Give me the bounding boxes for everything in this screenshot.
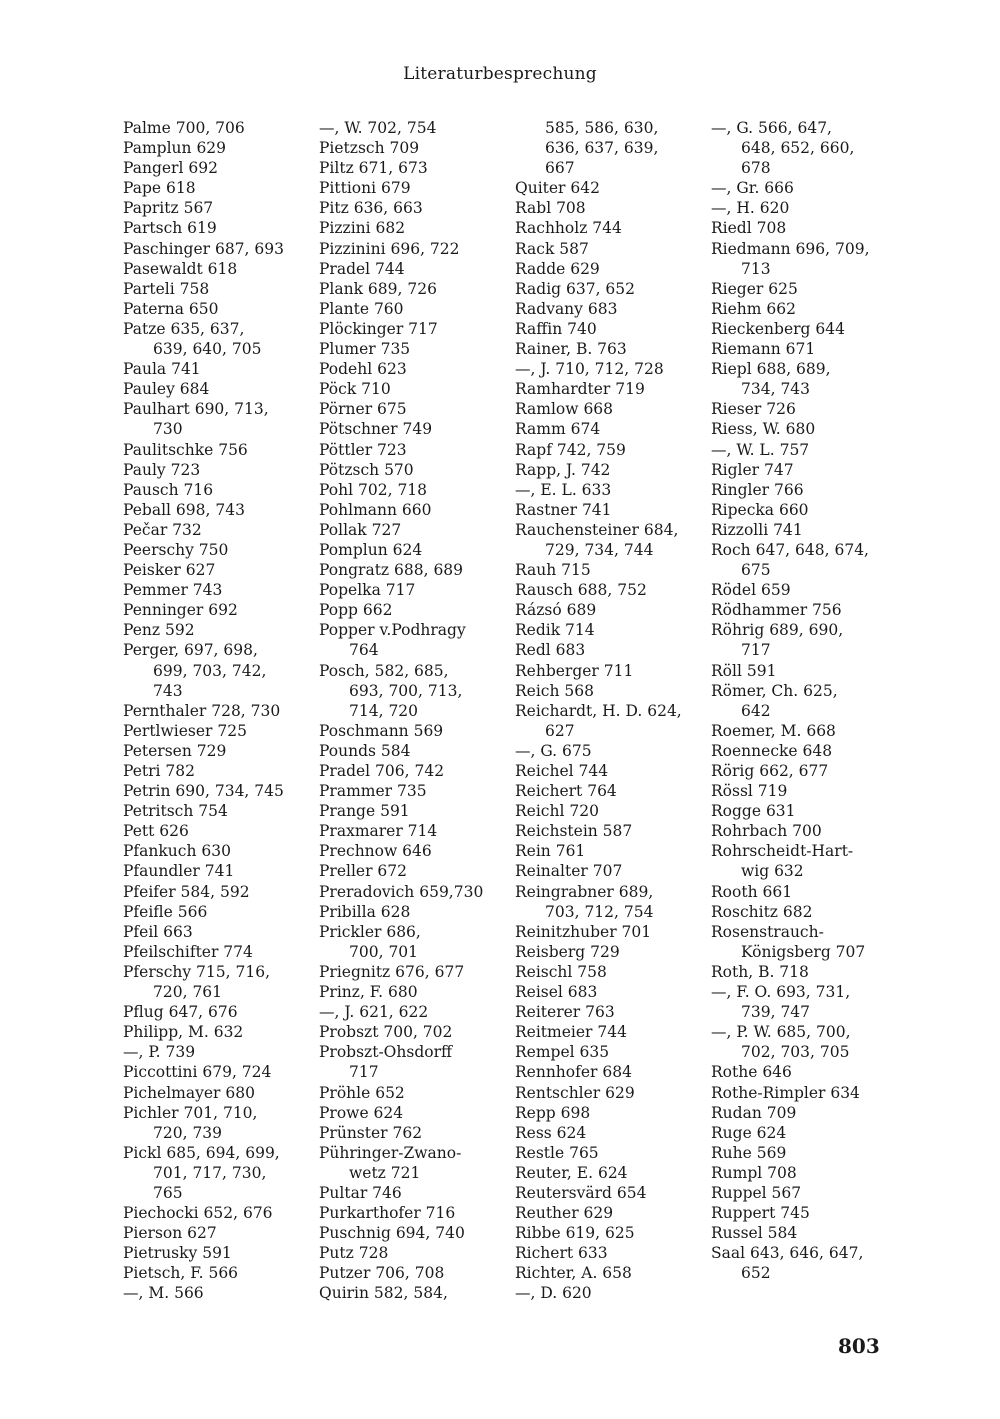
index-entry: Pečar 732	[123, 520, 202, 539]
index-entry-continuation: 699, 703, 742,	[153, 661, 267, 680]
index-entry: Pausch 716	[123, 480, 214, 499]
index-entry: —, W. L. 757	[711, 440, 810, 459]
index-entry: Ribbe 619, 625	[515, 1224, 635, 1243]
index-entry: Redik 714	[515, 621, 595, 640]
index-entry: Pounds 584	[319, 741, 411, 760]
index-entry-continuation: 720, 761	[153, 983, 223, 1002]
index-entry: Rohrscheidt-Hart-	[711, 842, 854, 861]
index-entry: —, F. O. 693, 731,	[711, 983, 851, 1002]
index-entry: Prünster 762	[319, 1123, 423, 1142]
index-entry: Palme 700, 706	[123, 119, 245, 137]
index-entry: Pangerl 692	[123, 159, 218, 178]
index-entry: Rempel 635	[515, 1043, 610, 1062]
index-entry: —, G. 675	[515, 741, 592, 760]
index-entry: —, D. 620	[515, 1284, 592, 1303]
index-entry-continuation: 636, 637, 639,	[545, 139, 659, 158]
index-entry: Pohl 702, 718	[319, 480, 428, 499]
index-entry: Rieckenberg 644	[711, 319, 845, 338]
index-entry: Pickl 685, 694, 699,	[123, 1143, 280, 1162]
index-entry: Poschmann 569	[319, 721, 444, 740]
index-entry: Reinitzhuber 701	[515, 922, 652, 941]
index-entry: Ramlow 668	[515, 400, 614, 419]
index-entry: Pollak 727	[319, 520, 402, 539]
index-entry: Ripecka 660	[711, 500, 809, 519]
index-entry: Reutersvärd 654	[515, 1183, 647, 1202]
index-entry: Pizzini 682	[319, 219, 406, 238]
index-entry-continuation: 730	[153, 420, 183, 439]
index-entry: Paschinger 687, 693	[123, 239, 284, 258]
index-entry: Pernthaler 728, 730	[123, 701, 281, 720]
index-entry: Pultar 746	[319, 1183, 402, 1202]
index-entry: Quirin 582, 584,	[319, 1284, 448, 1303]
index-entry: Rieger 625	[711, 279, 798, 298]
index-entry: Pfeifer 584, 592	[123, 882, 250, 901]
index-entry: Petrin 690, 734, 745	[123, 782, 284, 801]
index-entry: Riehm 662	[711, 299, 796, 318]
index-entry: Reichstein 587	[515, 822, 633, 841]
index-entry: Pape 618	[123, 179, 196, 198]
index-entry: Pichelmayer 680	[123, 1083, 255, 1102]
index-entry-continuation: 701, 717, 730,	[153, 1163, 267, 1182]
index-entry: Posch, 582, 685,	[319, 661, 449, 680]
index-entry: Radvany 683	[515, 299, 618, 318]
index-entry: Rastner 741	[515, 500, 612, 519]
index-entry: Petersen 729	[123, 741, 227, 760]
index-entry: Pamplun 629	[123, 139, 227, 158]
index-entry: Reisel 683	[515, 983, 598, 1002]
index-entry-continuation: 652	[741, 1264, 771, 1283]
index-entry: Piltz 671, 673	[319, 159, 428, 178]
index-entry: Rauchensteiner 684,	[515, 520, 679, 539]
index-entry: Ruppel 567	[711, 1183, 802, 1202]
index-entry: Roch 647, 648, 674,	[711, 540, 869, 559]
index-entry-continuation: 713	[741, 259, 771, 278]
index-entry: Rössl 719	[711, 782, 788, 801]
page-header: Literaturbesprechung	[403, 64, 597, 84]
index-entry: Pfankuch 630	[123, 842, 231, 861]
index-entry: Preller 672	[319, 862, 408, 881]
index-entry: Plank 689, 726	[319, 279, 437, 298]
index-entry: Prange 591	[319, 802, 410, 821]
index-entry: Pemmer 743	[123, 581, 223, 600]
index-entry: Penz 592	[123, 621, 195, 640]
index-entry-continuation: 700, 701	[349, 942, 419, 961]
index-entry-continuation: 639, 640, 705	[153, 340, 262, 359]
index-entry: Rosenstrauch-	[711, 922, 824, 941]
index-entry: Parteli 758	[123, 279, 210, 298]
index-entry: Reiterer 763	[515, 1003, 615, 1022]
index-entry: Partsch 619	[123, 219, 217, 238]
index-entry-continuation: 678	[741, 159, 771, 178]
index-entry-continuation: wetz 721	[349, 1163, 421, 1182]
index-entry: Patze 635, 637,	[123, 319, 245, 338]
index-entry: —, P. W. 685, 700,	[711, 1023, 851, 1042]
index-entry-continuation: 667	[545, 159, 575, 178]
index-entry: Pasewaldt 618	[123, 259, 238, 278]
index-entry: Rothe-Rimpler 634	[711, 1083, 860, 1102]
index-entry: Reuter, E. 624	[515, 1163, 628, 1182]
index-entry: Probszt 700, 702	[319, 1023, 453, 1042]
index-entry: Riedl 708	[711, 219, 787, 238]
index-entry: Pöttler 723	[319, 440, 407, 459]
index-column-1	[123, 118, 303, 1304]
index-entry: Pühringer-Zwano-	[319, 1143, 462, 1162]
index-entry: Repp 698	[515, 1103, 591, 1122]
index-entry: Roth, B. 718	[711, 962, 809, 981]
index-entry: —, Gr. 666	[711, 179, 794, 198]
index-entry: Pfaundler 741	[123, 862, 235, 881]
index-entry: Puschnig 694, 740	[319, 1224, 465, 1243]
index-column-3	[515, 118, 695, 1304]
index-entry: Reichert 764	[515, 782, 617, 801]
index-entry: Rack 587	[515, 239, 589, 258]
index-entry: Pflug 647, 676	[123, 1003, 238, 1022]
index-entry: Pietzsch 709	[319, 139, 420, 158]
index-entry: Pötzsch 570	[319, 460, 414, 479]
index-entry: Riedmann 696, 709,	[711, 239, 870, 258]
index-entry-continuation: 729, 734, 744	[545, 540, 654, 559]
index-entry: Pribilla 628	[319, 902, 411, 921]
index-entry: Rabl 708	[515, 199, 586, 218]
index-entry-continuation: 693, 700, 713,	[349, 681, 463, 700]
index-entry: Pfeifle 566	[123, 902, 208, 921]
index-entry: Peerschy 750	[123, 540, 229, 559]
index-entry: Reich 568	[515, 681, 594, 700]
index-entry: Rooth 661	[711, 882, 793, 901]
index-entry: Riess, W. 680	[711, 420, 816, 439]
index-entry: Roschitz 682	[711, 902, 813, 921]
index-entry: Rothe 646	[711, 1063, 792, 1082]
index-entry: Radde 629	[515, 259, 600, 278]
index-entry: —, E. L. 633	[515, 480, 612, 499]
index-entry: Rogge 631	[711, 802, 796, 821]
index-entry: —, J. 621, 622	[319, 1003, 429, 1022]
index-entry: Plante 760	[319, 299, 404, 318]
index-entry-continuation: 720, 739	[153, 1123, 223, 1142]
index-entry: Pierson 627	[123, 1224, 217, 1243]
index-entry: Plöckinger 717	[319, 319, 438, 338]
index-entry: Roemer, M. 668	[711, 721, 836, 740]
index-entry: Pittioni 679	[319, 179, 411, 198]
index-entry: Popper v.Podhragy	[319, 621, 466, 640]
index-entry: Prammer 735	[319, 782, 427, 801]
index-entry: —, M. 566	[123, 1284, 204, 1303]
index-entry: Römer, Ch. 625,	[711, 681, 838, 700]
index-entry: Saal 643, 646, 647,	[711, 1244, 864, 1263]
index-entry: Pitz 636, 663	[319, 199, 423, 218]
index-entry: Putzer 706, 708	[319, 1264, 445, 1283]
index-entry: Pradel 706, 742	[319, 762, 445, 780]
index-entry: Papritz 567	[123, 199, 214, 218]
index-entry: Preradovich 659,730	[319, 882, 484, 901]
index-entry: Rauh 715	[515, 561, 591, 580]
index-entry: Ruge 624	[711, 1123, 787, 1142]
index-entry: Reitmeier 744	[515, 1023, 627, 1042]
index-entry: Röll 591	[711, 661, 777, 680]
index-entry: Prechnow 646	[319, 842, 432, 861]
index-entry: Piechocki 652, 676	[123, 1204, 273, 1223]
index-entry: Raffin 740	[515, 319, 597, 338]
index-entry: Paulitschke 756	[123, 440, 248, 459]
index-entry: Pietrusky 591	[123, 1244, 232, 1263]
index-entry: Pauly 723	[123, 460, 201, 479]
index-entry: Perger, 697, 698,	[123, 641, 258, 660]
index-entry: Prickler 686,	[319, 922, 421, 941]
index-entry: Pomplun 624	[319, 540, 423, 559]
index-entry: Röhrig 689, 690,	[711, 621, 844, 640]
index-entry: Priegnitz 676, 677	[319, 962, 465, 981]
index-entry-continuation: 743	[153, 681, 183, 700]
index-entry: Paterna 650	[123, 299, 219, 318]
index-entry: Penninger 692	[123, 601, 238, 620]
index-entry-continuation: 642	[741, 701, 771, 720]
index-entry: Richter, A. 658	[515, 1264, 632, 1283]
index-entry: Reuther 629	[515, 1204, 614, 1223]
index-entry: Plumer 735	[319, 340, 411, 359]
index-entry: Pötschner 749	[319, 420, 433, 439]
index-entry: Praxmarer 714	[319, 822, 438, 841]
index-entry: Rachholz 744	[515, 219, 622, 238]
index-entry: Podehl 623	[319, 360, 407, 379]
index-entry: Russel 584	[711, 1224, 798, 1243]
index-entry: Richert 633	[515, 1244, 608, 1263]
index-entry: Prowe 624	[319, 1103, 404, 1122]
page-number: 803	[838, 1334, 880, 1358]
index-entry: Rigler 747	[711, 460, 794, 479]
index-entry-continuation: 627	[545, 721, 575, 740]
index-entry-continuation: 734, 743	[741, 380, 811, 399]
index-entry: Rainer, B. 763	[515, 340, 627, 359]
index-entry: Philipp, M. 632	[123, 1023, 244, 1042]
index-entry: Rumpl 708	[711, 1163, 797, 1182]
index-entry: Ruppert 745	[711, 1204, 810, 1223]
index-entry: Reinalter 707	[515, 862, 623, 881]
index-entry: Probszt-Ohsdorff	[319, 1043, 452, 1062]
index-entry: Reischl 758	[515, 962, 607, 981]
index-entry-continuation: 765	[153, 1183, 183, 1202]
index-entry: Ringler 766	[711, 480, 804, 499]
index-entry: Pferschy 715, 716,	[123, 962, 271, 981]
index-entry: Rein 761	[515, 842, 586, 861]
index-entry: Rödel 659	[711, 581, 791, 600]
index-entry: Pongratz 688, 689	[319, 561, 464, 580]
index-column-2	[319, 118, 499, 1304]
index-entry-continuation: Königsberg 707	[741, 942, 866, 961]
index-entry: Peisker 627	[123, 561, 216, 580]
index-entry: Roennecke 648	[711, 741, 833, 760]
index-entry: —, H. 620	[711, 199, 790, 218]
index-column-4	[711, 118, 891, 1283]
index-entry: Reisberg 729	[515, 942, 620, 961]
index-entry: Pröhle 652	[319, 1083, 405, 1102]
index-entry: Reichl 720	[515, 802, 599, 821]
index-entry: Rödhammer 756	[711, 601, 842, 620]
index-entry: Pietsch, F. 566	[123, 1264, 239, 1283]
index-entry: Riemann 671	[711, 340, 816, 359]
index-entry: Paula 741	[123, 360, 201, 379]
index-entry: Rizzolli 741	[711, 520, 803, 539]
index-entry: Rudan 709	[711, 1103, 797, 1122]
index-entry-continuation: 675	[741, 561, 771, 580]
index-entry: Rentschler 629	[515, 1083, 635, 1102]
index-entry-continuation: 739, 747	[741, 1003, 811, 1022]
index-entry: Ramm 674	[515, 420, 601, 439]
index-entry: Pfeil 663	[123, 922, 193, 941]
index-entry: Prinz, F. 680	[319, 983, 418, 1002]
index-entry: Pizzinini 696, 722	[319, 239, 460, 258]
index-entry: Purkarthofer 716	[319, 1204, 456, 1223]
index-entry: Pett 626	[123, 822, 189, 841]
index-entry: Rehberger 711	[515, 661, 634, 680]
index-entry-continuation: 714, 720	[349, 701, 419, 720]
index-entry: Peball 698, 743	[123, 500, 245, 519]
index-entry-continuation: 717	[741, 641, 771, 660]
index-entry: Pöck 710	[319, 380, 391, 399]
index-entry: Paulhart 690, 713,	[123, 400, 269, 419]
index-entry: Ruhe 569	[711, 1143, 787, 1162]
index-entry: Redl 683	[515, 641, 586, 660]
index-entry: —, W. 702, 754	[319, 119, 437, 137]
index-entry: Reingrabner 689,	[515, 882, 654, 901]
index-entry: Pradel 744	[319, 259, 405, 278]
index-entry: Radig 637, 652	[515, 279, 636, 298]
index-entry: Rázsó 689	[515, 601, 597, 620]
index-entry: —, G. 566, 647,	[711, 119, 832, 137]
index-entry: Popelka 717	[319, 581, 416, 600]
index-entry: Ress 624	[515, 1123, 587, 1142]
index-entry: —, J. 710, 712, 728	[515, 360, 664, 379]
index-entry: Rapp, J. 742	[515, 460, 611, 479]
index-entry: Pauley 684	[123, 380, 210, 399]
index-entry: Quiter 642	[515, 179, 600, 198]
index-entry: —, P. 739	[123, 1043, 196, 1062]
index-entry: Pörner 675	[319, 400, 407, 419]
index-entry-continuation: 702, 703, 705	[741, 1043, 850, 1062]
index-entry: Pertlwieser 725	[123, 721, 247, 740]
index-entry: Petritsch 754	[123, 802, 228, 821]
index-entry: Restle 765	[515, 1143, 599, 1162]
index-entry: Riepl 688, 689,	[711, 360, 831, 379]
index-entry-continuation: 585, 586, 630,	[545, 119, 659, 137]
index-entry-continuation: 703, 712, 754	[545, 902, 654, 921]
index-entry: Piccottini 679, 724	[123, 1063, 272, 1082]
index-entry: Rörig 662, 677	[711, 762, 829, 780]
index-entry: Ramhardter 719	[515, 380, 645, 399]
index-entry: Popp 662	[319, 601, 393, 620]
index-entry: Rieser 726	[711, 400, 796, 419]
index-entry-continuation: 648, 652, 660,	[741, 139, 855, 158]
index-entry: Petri 782	[123, 762, 196, 780]
index-entry: Reichel 744	[515, 762, 609, 780]
index-entry: Rohrbach 700	[711, 822, 822, 841]
index-entry-continuation: wig 632	[741, 862, 804, 881]
index-entry: Reichardt, H. D. 624,	[515, 701, 682, 720]
index-entry-continuation: 764	[349, 641, 379, 660]
index-entry: Pfeilschifter 774	[123, 942, 253, 961]
index-entry: Rausch 688, 752	[515, 581, 647, 600]
index-entry: Putz 728	[319, 1244, 389, 1263]
index-entry: Rennhofer 684	[515, 1063, 632, 1082]
index-entry: Pohlmann 660	[319, 500, 432, 519]
index-entry: Rapf 742, 759	[515, 440, 626, 459]
index-entry-continuation: 717	[349, 1063, 379, 1082]
index-entry: Pichler 701, 710,	[123, 1103, 258, 1122]
